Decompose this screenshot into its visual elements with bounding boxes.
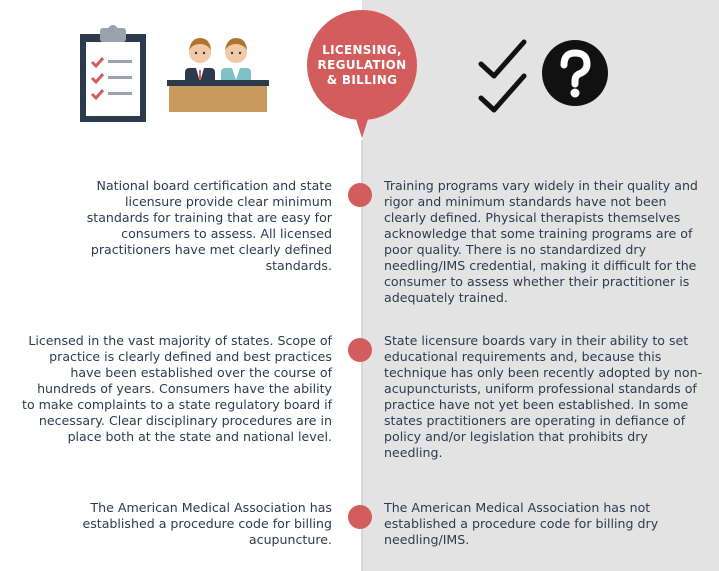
professionals-at-desk-icon: [167, 34, 269, 112]
row-2-left-text: Licensed in the vast majority of states. Scope of practice is clearly defined and best practices have been established over the course of hundreds of years. Consumers have the ability to make complaints to a state regulatory board if necessary. Clear disciplinary procedures are in place both at the state and national level.: [22, 333, 333, 444]
badge-line-1: LICENSING,: [322, 42, 402, 57]
badge-line-3: & BILLING: [326, 72, 398, 87]
row-3-right-text: The American Medical Association has not established a procedure code for billing dry needling/IMS.: [384, 500, 659, 547]
row-3-bullet: [348, 505, 372, 529]
section-badge: [307, 10, 417, 120]
row-1-bullet: [348, 183, 372, 207]
badge-pointer: [355, 116, 369, 138]
badge-title: [318, 43, 407, 88]
row-1-left-text: National board certification and state licensure provide clear minimum standards for training that are easy for consumers to assess. All licensed practitioners have met clearly defined standards.: [86, 178, 332, 273]
question-mark-icon: [540, 38, 610, 108]
badge-line-2: REGULATION: [317, 57, 407, 72]
double-checkmark-icon: [478, 38, 528, 114]
row-3-left-text: The American Medical Association has established a procedure code for billing acupuncture.: [82, 500, 332, 547]
clipboard-checklist-icon: [80, 24, 146, 122]
row-2-right-text: State licensure boards vary in their ability to set educational requirements and, because this technique has only been recently adopted by non-acupuncturists, uniform professional standards of practice have not yet been established. In some states practitioners are operating in defiance of policy and/or legislation that prohibits dry needling.: [384, 333, 703, 460]
row-1-right-text: Training programs vary widely in their quality and rigor and minimum standards have not been clearly defined. Physical therapists themselves acknowledge that some training programs are of poor quality. There is no standardized dry needling/IMS credential, making it difficult for the consumer to assess whether their practitioner is adequately trained.: [384, 178, 698, 305]
row-2-bullet: [348, 338, 372, 362]
